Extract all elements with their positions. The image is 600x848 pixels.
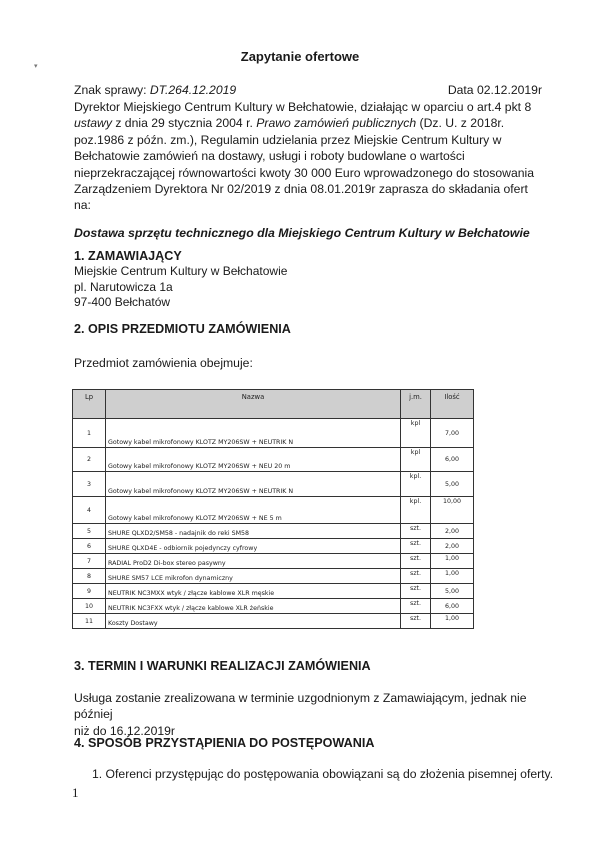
intro-line-4: Bełchatowie zamówień na dostawy, usługi i roboty budowlane o wartości — [74, 149, 465, 164]
intro-line-7: na: — [74, 198, 91, 213]
table-row — [73, 524, 474, 539]
row-number: 3 — [73, 472, 106, 497]
column-header-name: Nazwa — [106, 390, 401, 419]
intro-text-date: z dnia 29 stycznia 2004 r. — [111, 116, 257, 131]
row-item-name: Gotowy kabel mikrofonowy KLOTZ MY206SW + NEU 20 m — [106, 448, 401, 472]
table-row — [73, 584, 474, 599]
section-2-heading: 2. OPIS PRZEDMIOTU ZAMÓWIENIA — [74, 322, 291, 336]
table-row — [73, 497, 474, 524]
items-table — [72, 389, 474, 629]
row-unit: szt. — [401, 539, 431, 554]
row-unit: szt. — [401, 599, 431, 614]
row-item-name: Gotowy kabel mikrofonowy KLOTZ MY206SW + NEUTRIK N — [106, 472, 401, 497]
row-item-name: SHURE SM57 LCE mikrofon dynamiczny — [106, 569, 401, 584]
address-line-1: Miejskie Centrum Kultury w Bełchatowie — [74, 264, 288, 278]
row-item-name: RADIAL ProD2 Di-box stereo pasywny — [106, 554, 401, 569]
row-quantity: 6,00 — [431, 599, 474, 614]
column-header-lp: Lp — [73, 390, 106, 419]
row-number: 9 — [73, 584, 106, 599]
row-unit: kpl — [401, 448, 431, 472]
table-row — [73, 599, 474, 614]
row-quantity: 2,00 — [431, 539, 474, 554]
row-unit: szt. — [401, 614, 431, 629]
row-quantity: 1,00 — [431, 554, 474, 569]
row-number: 4 — [73, 497, 106, 524]
intro-line-2 — [74, 115, 542, 131]
row-number: 10 — [73, 599, 106, 614]
reference-number — [74, 82, 236, 98]
column-header-unit: j.m. — [401, 390, 431, 419]
table-row — [73, 448, 474, 472]
section-3-line-2: niż do 16.12.2019r — [74, 723, 175, 738]
row-number: 6 — [73, 539, 106, 554]
reference-row — [74, 82, 542, 98]
table-header-row — [73, 390, 474, 419]
table-row — [73, 419, 474, 448]
intro-paragraph — [74, 99, 542, 214]
margin-mark-icon: ▾ — [34, 63, 38, 70]
table-row — [73, 614, 474, 629]
row-number: 1 — [73, 419, 106, 448]
row-item-name: NEUTRIK NC3MXX wtyk / złącze kablowe XLR męskie — [106, 584, 401, 599]
table-row — [73, 472, 474, 497]
row-unit: szt. — [401, 569, 431, 584]
row-number: 5 — [73, 524, 106, 539]
row-item-name: Gotowy kabel mikrofonowy KLOTZ MY206SW + NE 5 m — [106, 497, 401, 524]
row-number: 2 — [73, 448, 106, 472]
table-row — [73, 569, 474, 584]
row-quantity: 10,00 — [431, 497, 474, 524]
row-unit: kpl. — [401, 472, 431, 497]
intro-line-5: nieprzekraczającej równowartości kwoty 30 000 Euro wprowadzonego do stosowania — [74, 165, 534, 180]
row-quantity: 5,00 — [431, 584, 474, 599]
table-row — [73, 554, 474, 569]
row-item-name: SHURE QLXD4E - odbiornik pojedynczy cyfrowy — [106, 539, 401, 554]
subject-line: Dostawa sprzętu technicznego dla Miejskiego Centrum Kultury w Bełchatowie — [74, 226, 530, 240]
section-3-body — [74, 690, 544, 739]
orderer-address — [74, 264, 287, 311]
address-line-2: pl. Narutowicza 1a — [74, 279, 173, 294]
row-quantity: 7,00 — [431, 419, 474, 448]
row-item-name: Koszty Dostawy — [106, 614, 401, 629]
section-3-line-1: Usługa zostanie zrealizowana w terminie uzgodnionym z Zamawiającym, jednak nie później — [74, 691, 527, 722]
row-number: 11 — [73, 614, 106, 629]
intro-line-3: poz.1986 z późn. zm.), Regulamin udzielania przez Miejskie Centrum Kultury w — [74, 132, 502, 147]
row-number: 8 — [73, 569, 106, 584]
row-unit: kpl — [401, 419, 431, 448]
intro-italic-ustawy: ustawy — [74, 116, 112, 131]
intro-line-1: Dyrektor Miejskiego Centrum Kultury w Bełchatowie, działając w oparciu o art.4 pkt 8 — [74, 100, 532, 114]
row-item-name: NEUTRIK NC3FXX wtyk / złącze kablowe XLR żeńskie — [106, 599, 401, 614]
address-line-3: 97-400 Bełchatów — [74, 295, 171, 310]
intro-text-journal: (Dz. U. z 2018r. — [416, 116, 505, 131]
page-number: 1 — [72, 785, 79, 800]
row-unit: kpl. — [401, 497, 431, 524]
section-3-heading: 3. TERMIN I WARUNKI REALIZACJI ZAMÓWIENIA — [74, 659, 371, 673]
section-2-lead: Przedmiot zamówienia obejmuje: — [74, 356, 253, 370]
row-quantity: 1,00 — [431, 614, 474, 629]
column-header-qty: Ilość — [431, 390, 474, 419]
page-title: Zapytanie ofertowe — [240, 49, 360, 64]
section-1-heading: 1. ZAMAWIAJĄCY — [74, 249, 182, 263]
row-unit: szt. — [401, 554, 431, 569]
row-unit: szt. — [401, 584, 431, 599]
intro-line-6: Zarządzeniem Dyrektora Nr 02/2019 z dnia 08.01.2019r zaprasza do składania ofert — [74, 182, 528, 197]
reference-label: Znak sprawy: — [74, 83, 147, 97]
row-number: 7 — [73, 554, 106, 569]
row-quantity: 1,00 — [431, 569, 474, 584]
document-date: Data 02.12.2019r — [447, 83, 542, 97]
section-4-heading: 4. SPOSÓB PRZYSTĄPIENIA DO POSTĘPOWANIA — [74, 736, 375, 750]
row-unit: szt. — [401, 524, 431, 539]
row-quantity: 6,00 — [431, 448, 474, 472]
row-item-name: Gotowy kabel mikrofonowy KLOTZ MY206SW + NEUTRIK N — [106, 419, 401, 448]
section-4-item-1: 1. Oferenci przystępując do postępowania obowiązani są do złożenia pisemnej oferty. — [92, 767, 554, 781]
intro-italic-act: Prawo zamówień publicznych — [256, 116, 417, 131]
row-item-name: SHURE QLXD2/SM58 - nadajnik do reki SM58 — [106, 524, 401, 539]
reference-value: DT.264.12.2019 — [149, 83, 237, 97]
row-quantity: 5,00 — [431, 472, 474, 497]
row-quantity: 2,00 — [431, 524, 474, 539]
table-row — [73, 539, 474, 554]
